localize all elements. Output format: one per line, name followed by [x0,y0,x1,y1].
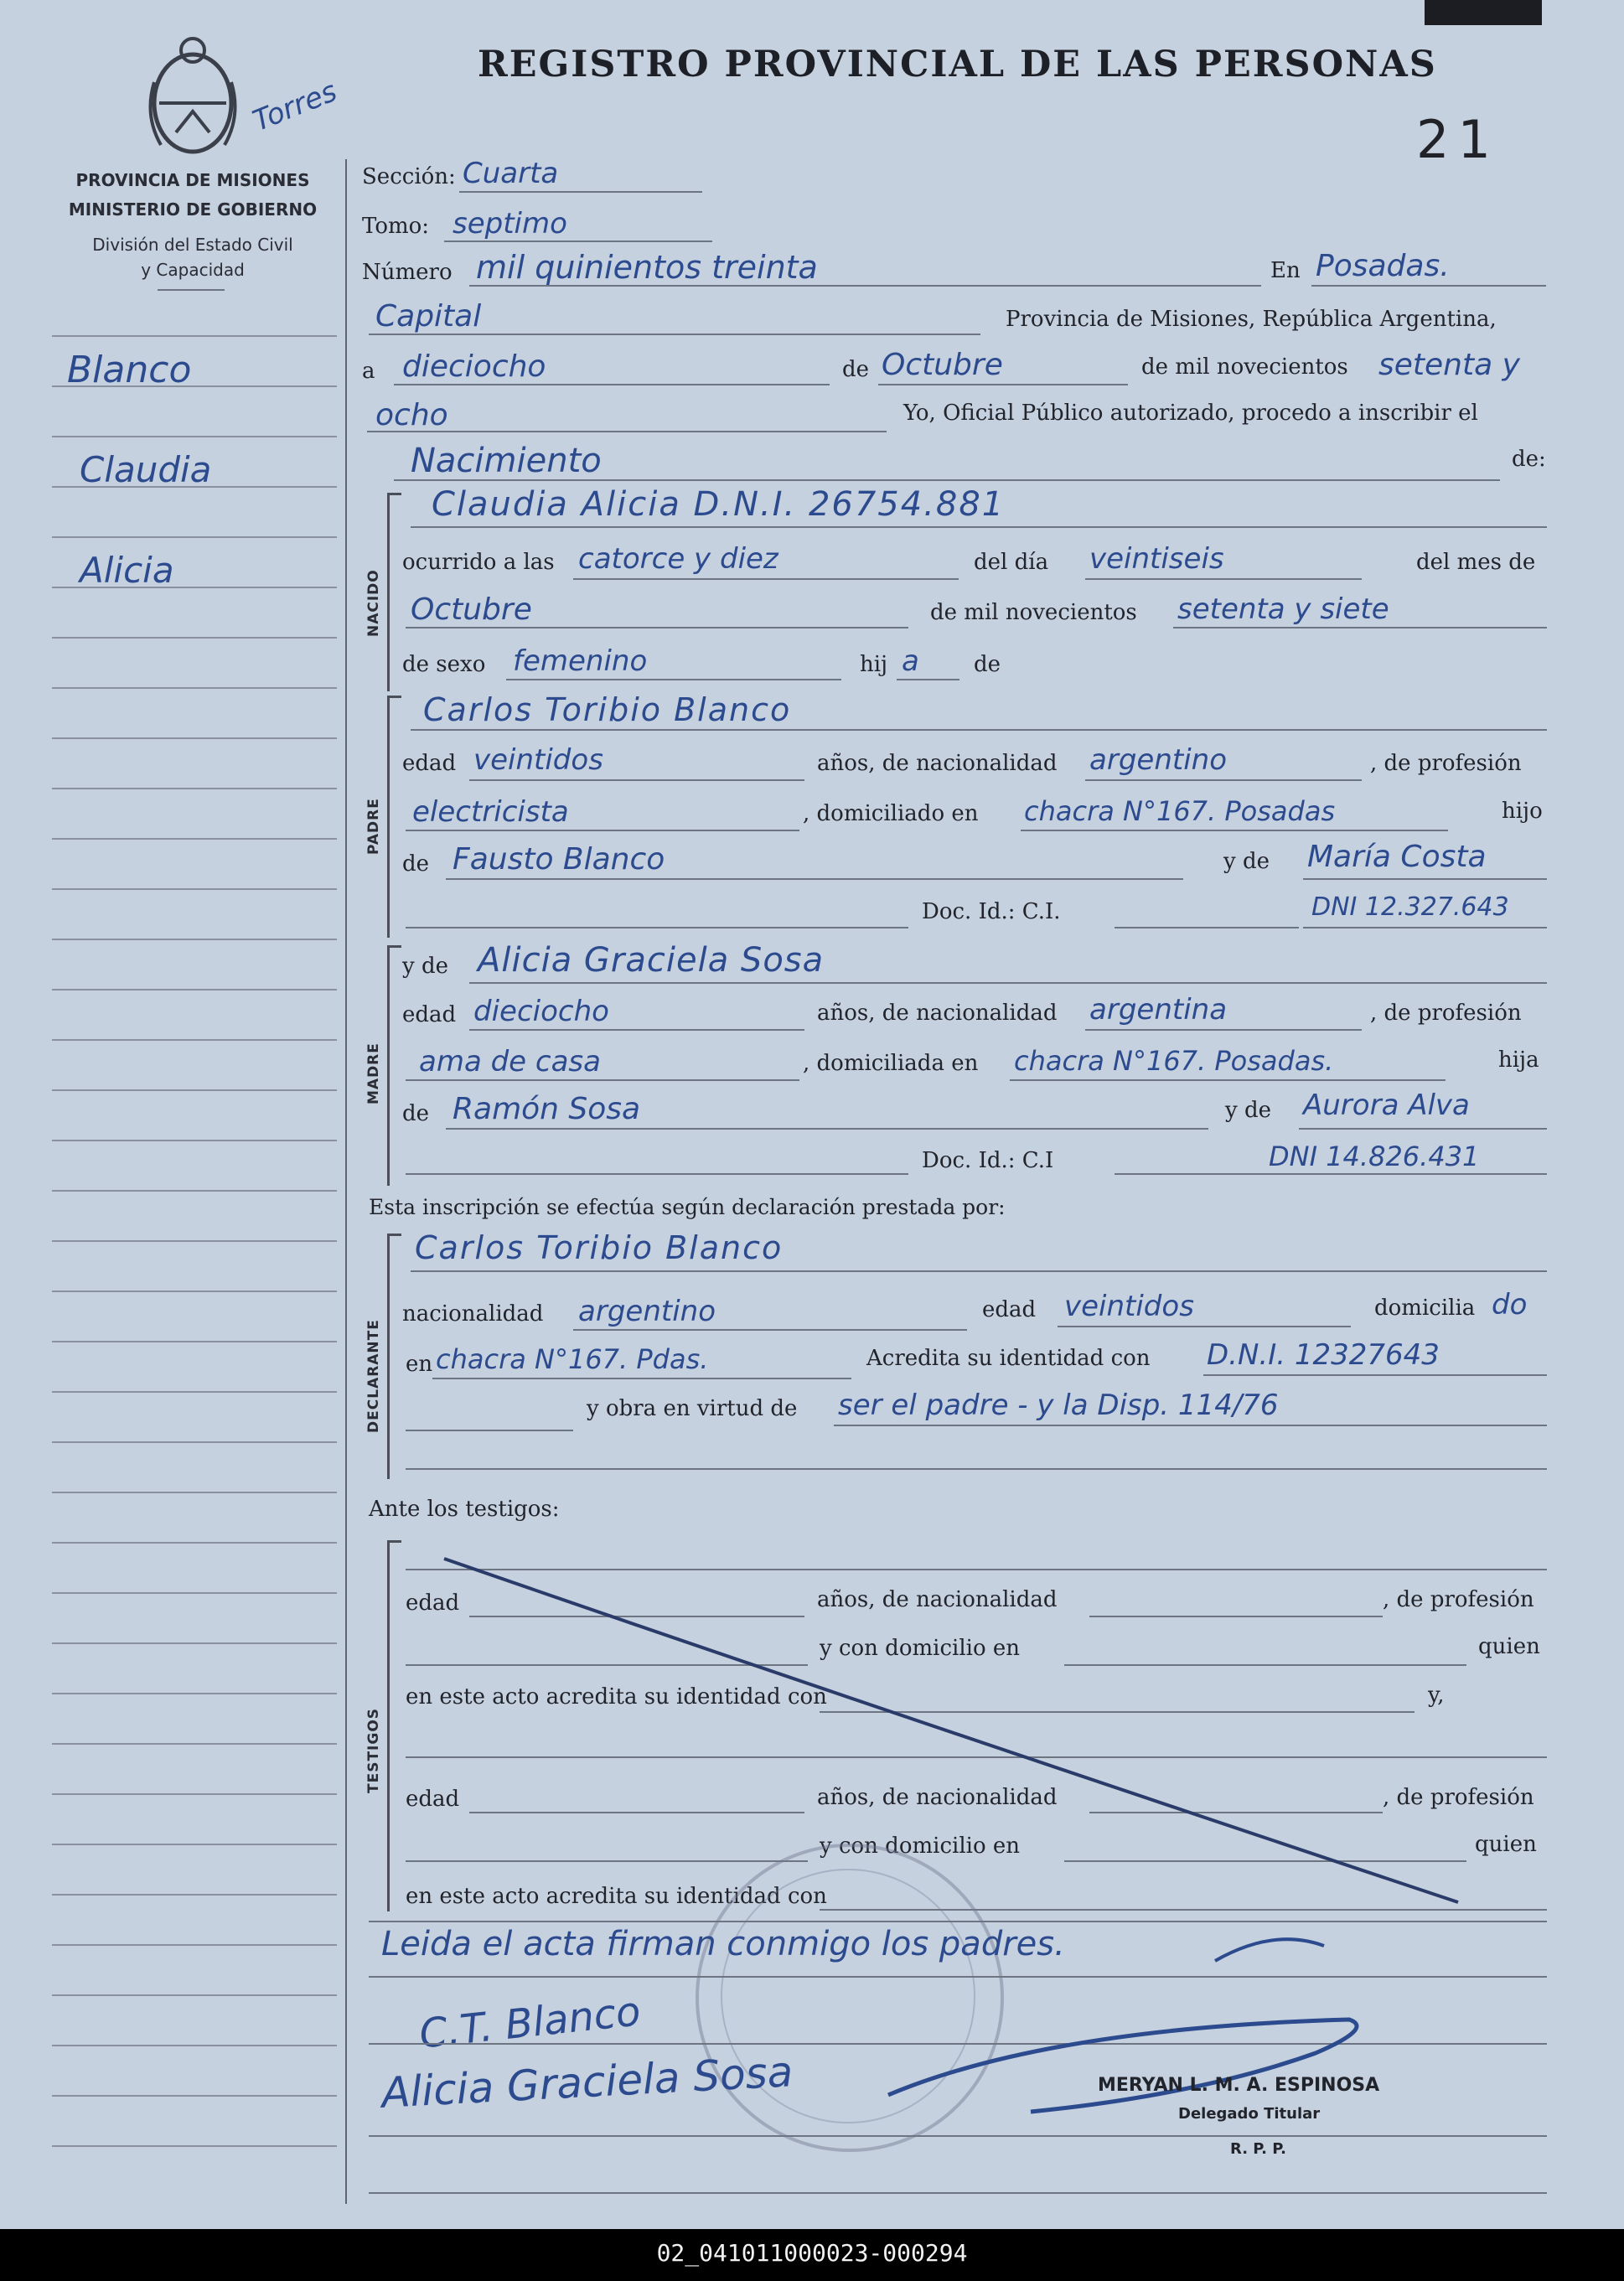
page-title: REGISTRO PROVINCIAL DE LAS PERSONAS [478,44,1437,85]
testigos-cancel-stroke [436,1550,1475,1911]
padre-y-de-label: y de [1223,849,1270,874]
declarante-documento: D.N.I. 12327643 [1207,1338,1440,1372]
testigo2-domicilio-label: y con domicilio en [820,1834,1021,1859]
padre-padre: Fausto Blanco [453,842,665,877]
margin-surname: Blanco [67,349,192,391]
padre-nacionalidad: argentino [1089,743,1227,777]
padre-label: PADRE [365,798,382,855]
nacido-mes: Octubre [411,592,532,627]
oficial-cargo: Delegado Titular [1178,2105,1321,2123]
madre-hija-label: hija [1498,1047,1539,1073]
padre-nacionalidad-label: años, de nacionalidad [817,751,1058,776]
testigos-label: TESTIGOS [365,1707,382,1793]
hijo-de-label: de [974,652,1001,677]
testigo1-profesion-label: , de profesión [1383,1587,1534,1612]
testigo1-y-label: y, [1428,1683,1445,1708]
padre-bracket [387,696,401,938]
binding-tab [1425,0,1542,25]
testigo2-edad-label: edad [406,1787,460,1812]
margin-first-name: Claudia [80,449,212,490]
madre-edad-label: edad [402,1002,457,1027]
page-number: 21 [1416,109,1499,170]
ministry-line4: y Capacidad [141,260,245,280]
testigos-intro: Ante los testigos: [369,1497,560,1522]
madre-domicilio: chacra N°167. Posadas. [1014,1045,1334,1077]
madre-profesion: ama de casa [419,1045,601,1078]
padre-profesion-label: , de profesión [1370,751,1522,776]
padre-edad: veintidos [473,743,603,777]
de-label: de [842,357,870,382]
declarante-domicilia-label: domicilia [1374,1296,1476,1321]
padre-edad-label: edad [402,751,457,776]
ministry-underline [158,289,225,291]
madre-y-de-label: y de [402,954,448,979]
ministry-line1: PROVINCIA DE MISIONES [75,170,310,190]
padre-profesion: electricista [412,795,569,829]
tomo-label: Tomo: [362,214,430,239]
margin-note: Torres [248,74,342,139]
nacido-label: NACIDO [365,569,382,637]
declarante-nombre: Carlos Toribio Blanco [415,1229,784,1266]
declarante-edad-label: edad [982,1297,1037,1322]
numero-label: Número [362,260,453,285]
testigo2-quien-label: quien [1475,1832,1537,1857]
madre-doc-label: Doc. Id.: C.I [922,1148,1054,1173]
madre-edad: dieciocho [473,995,609,1028]
oficial-text: Yo, Oficial Público autorizado, procedo a inscribir el [903,401,1478,426]
en-label: En [1270,258,1301,283]
declarante-nacionalidad: argentino [578,1295,716,1328]
madre-nombre: Alicia Graciela Sosa [478,941,825,980]
padre-madre: María Costa [1307,840,1487,874]
testigo2-profesion-label: , de profesión [1383,1785,1534,1810]
de-colon: de: [1512,447,1546,472]
dia-label: del día [974,550,1049,575]
declarante-domicilio: chacra N°167. Pdas. [436,1343,709,1375]
madre-nacionalidad: argentina [1089,993,1228,1027]
tomo-value: septimo [453,207,567,241]
testigo1-edad-label: edad [406,1590,460,1616]
provincia-text: Provincia de Misiones, República Argentina, [1006,307,1497,332]
anio-value: setenta y [1378,348,1520,382]
ministry-line3: División del Estado Civil [92,235,293,255]
nacido-anio-label: de mil novecientos [930,600,1137,625]
sexo-value: femenino [513,644,648,678]
testigo1-acredita-label: en este acto acredita su identidad con [406,1684,827,1709]
declarante-en-label: en [406,1352,433,1377]
anio-label: de mil novecientos [1141,354,1348,380]
padre-nombre: Carlos Toribio Blanco [423,691,792,728]
cierre-leida: Leida el acta firman conmigo los padres. [381,1925,1065,1963]
nacido-bracket [387,493,401,691]
madre-doc: DNI 14.826.431 [1269,1140,1480,1172]
declarante-bracket [387,1234,401,1479]
signature-madre: Alicia Graciela Sosa [380,2047,794,2118]
nacido-dia: veintiseis [1089,542,1224,576]
signature-padre: C.T. Blanco [416,1988,643,2058]
testigo1-domicilio-label: y con domicilio en [820,1636,1021,1661]
madre-y-de2-label: y de [1225,1098,1271,1123]
margin-second-name: Alicia [80,550,174,591]
mes-label: del mes de [1416,550,1536,575]
ciudad-value: Posadas. [1316,249,1450,283]
padre-doc: DNI 12.327.643 [1311,892,1509,922]
nacido-anio: setenta y siete [1177,592,1389,626]
hijo-suffix: a [902,644,919,678]
madre-domicilio-label: , domiciliada en [803,1051,979,1076]
declarante-obra: ser el padre - y la Disp. 114/76 [838,1389,1279,1422]
seccion-value: Cuarta [463,157,559,190]
dia-value: dieciocho [402,349,546,384]
cierre-flourish [1207,1927,1332,1978]
madre-profesion-label: , de profesión [1370,1001,1522,1026]
anio2-value: ocho [375,398,448,432]
hijo-label: hij [860,652,888,677]
madre-bracket [387,945,401,1186]
madre-padre: Ramón Sosa [453,1092,641,1126]
declarante-edad: veintidos [1064,1290,1194,1323]
hora-value: catorce y diez [578,542,778,576]
madre-madre: Aurora Alva [1303,1089,1470,1122]
oficial-abrev: R. P. P. [1230,2140,1287,2158]
testigos-bracket [387,1540,401,1911]
declarante-acredita-label: Acredita su identidad con [866,1346,1151,1371]
testigo2-acredita-label: en este acto acredita su identidad con [406,1884,827,1909]
sexo-label: de sexo [402,652,486,677]
declarante-intro: Esta inscripción se efectúa según declaración prestada por: [369,1195,1006,1219]
nacido-nombre: Claudia Alicia D.N.I. 26754.881 [432,485,1006,524]
madre-label: MADRE [365,1042,382,1104]
mes-value: Octubre [882,348,1003,382]
margin-divider [345,159,347,2204]
madre-de-label: de [402,1101,430,1126]
acto-value: Nacimiento [411,442,602,480]
footer-code: 02_041011000023-000294 [656,2239,968,2267]
padre-domicilio: chacra N°167. Posadas [1024,795,1336,827]
padre-de-label: de [402,851,430,877]
hora-label: ocurrido a las [402,550,555,575]
testigo1-quien-label: quien [1478,1634,1540,1659]
oficial-nombre: MERYAN L. M. A. ESPINOSA [1098,2075,1380,2096]
declarante-obra-label: y obra en virtud de [587,1396,798,1421]
padre-hijo-label: hijo [1502,799,1543,824]
declarante-nacionalidad-label: nacionalidad [402,1301,544,1327]
ministry-line2: MINISTERIO DE GOBIERNO [68,199,318,220]
numero-value: mil quinientos treinta [476,249,818,286]
coat-of-arms-icon [142,32,243,158]
ciudad2-value: Capital [375,299,482,334]
madre-nacionalidad-label: años, de nacionalidad [817,1001,1058,1026]
seccion-label: Sección: [362,164,456,189]
testigo2-nacionalidad-label: años, de nacionalidad [817,1785,1058,1810]
declarante-label: DECLARANTE [365,1319,382,1433]
padre-domicilio-label: , domiciliado en [803,801,979,826]
declarante-domicilia-suffix: do [1492,1288,1528,1322]
padre-doc-label: Doc. Id.: C.I. [922,899,1061,924]
testigo1-nacionalidad-label: años, de nacionalidad [817,1587,1058,1612]
a-label: a [362,359,375,384]
